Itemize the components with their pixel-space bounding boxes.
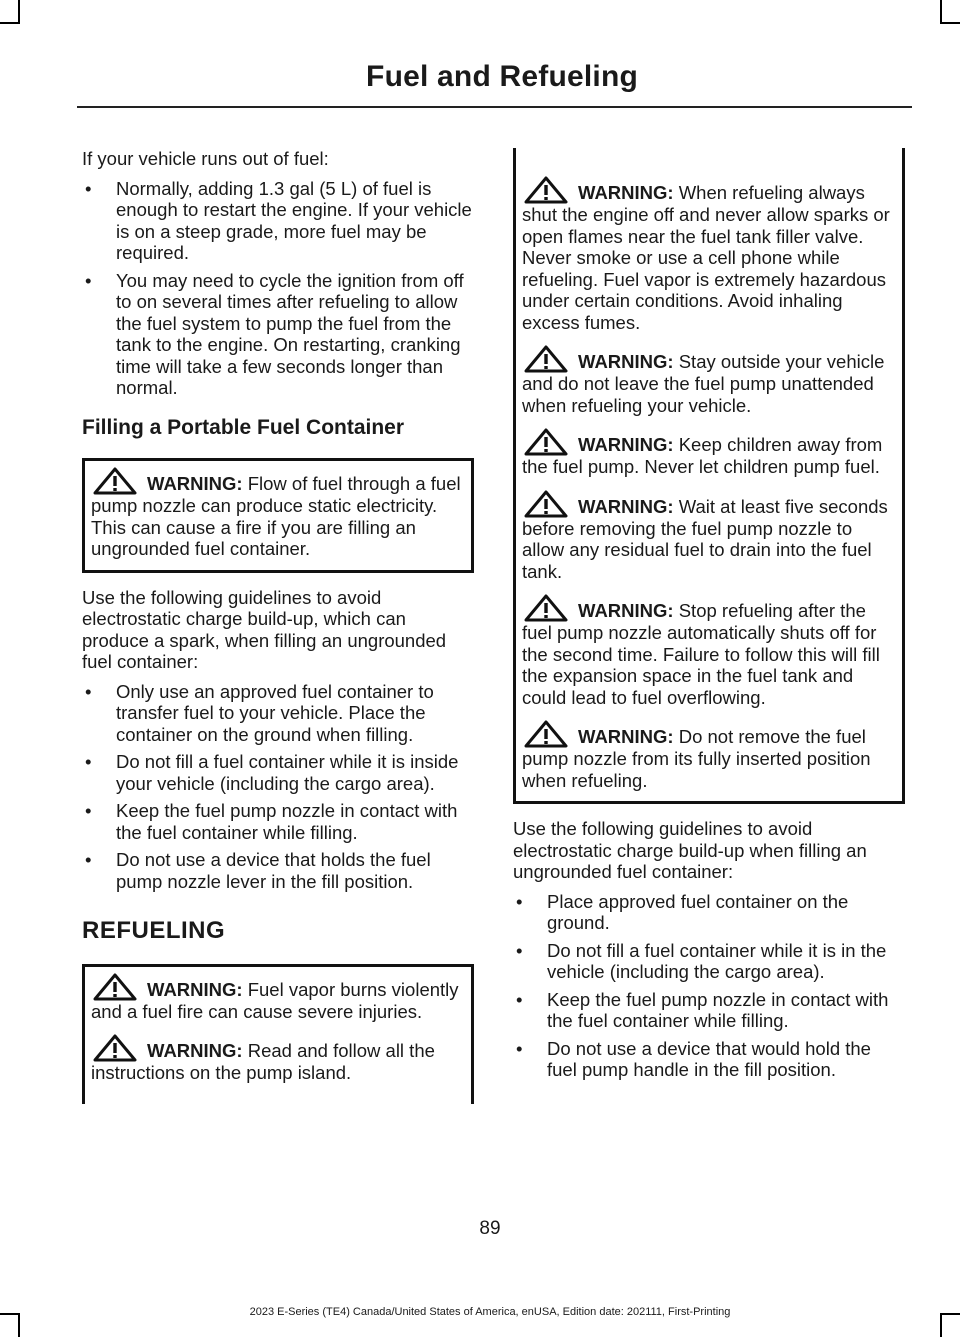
warning-text: Wait at least five seconds before removing the fuel pump nozzle to allow any residual fuel to drain into the fuel tank. <box>522 495 888 582</box>
warning-label: WARNING: <box>147 1040 243 1061</box>
warning <box>522 594 894 708</box>
list-item: • Place approved fuel container on the ground. <box>513 891 905 934</box>
warning-label: WARNING: <box>578 182 674 203</box>
warning-box <box>82 964 474 1104</box>
list-item: • Do not use a device that holds the fuel pump nozzle lever in the fill position. <box>82 849 474 892</box>
warning-triangle-icon <box>524 345 568 373</box>
warning-text: Flow of fuel through a fuel pump nozzle can produce static electricity. This can cause a fire if you are filling an ungrounded fuel container. <box>91 473 461 559</box>
crop-mark <box>940 22 960 24</box>
list-item: • You may need to cycle the ignition from off to on several times after refueling to allow the fuel system to pump the fuel from the tank to the engine. On restarting, cranking time will take a few seconds longer than normal. <box>82 270 474 399</box>
warning-text: Keep children away from the fuel pump. Never let children pump fuel. <box>522 434 883 477</box>
list-item: • Keep the fuel pump nozzle in contact with the fuel container while filling. <box>513 989 905 1032</box>
warning <box>522 720 894 791</box>
warning-label: WARNING: <box>578 600 674 621</box>
warning <box>91 973 463 1023</box>
bullet-list <box>82 178 474 399</box>
warning-triangle-icon <box>93 1034 137 1062</box>
warning <box>522 490 894 583</box>
guidelines-paragraph: Use the following guidelines to avoid electrostatic charge build-up when filling an ungrounded fuel container: <box>513 818 867 882</box>
warning-triangle-icon <box>93 973 137 1001</box>
warning-triangle-icon <box>524 176 568 204</box>
warning <box>522 428 894 478</box>
bullet-list <box>82 681 474 893</box>
warning-text: Fuel vapor burns violently and a fuel fire can cause severe injuries. <box>91 978 459 1022</box>
crop-mark <box>18 0 20 24</box>
footer-edition-info: 2023 E-Series (TE4) Canada/United States of America, enUSA, Edition date: 202111, First-Printing <box>249 1306 731 1318</box>
warning-triangle-icon <box>93 467 137 495</box>
warning <box>522 176 894 333</box>
warning <box>91 467 463 560</box>
list-item: • Do not use a device that would hold the fuel pump handle in the fill position. <box>513 1038 905 1081</box>
warning-text: When refueling always shut the engine off and never allow sparks or open flames near the fuel tank filler valve. Never smoke or use a cell phone while refueling. Fuel vapor is extremely hazardous under certain conditions. Avoid inhaling excess fumes. <box>522 182 890 333</box>
warning-triangle-icon <box>524 490 568 518</box>
header-divider <box>77 106 912 108</box>
warning-triangle-icon <box>524 720 568 748</box>
bullet-list <box>513 891 905 1081</box>
list-item: • Keep the fuel pump nozzle in contact with the fuel container while filling. <box>82 800 474 843</box>
page-number: 89 <box>479 1218 501 1239</box>
warning-text: Stop refueling after the fuel pump nozzle automatically shuts off for the second time. Failure to follow this will fill the expansion space in the fuel tank and could lead to fuel overflowing. <box>522 600 880 708</box>
warning-label: WARNING: <box>578 434 674 455</box>
crop-mark <box>940 0 942 24</box>
warning-triangle-icon <box>524 428 568 456</box>
warning-label: WARNING: <box>578 351 674 372</box>
warning-label: WARNING: <box>578 726 674 747</box>
crop-mark <box>0 22 20 24</box>
guidelines-paragraph: Use the following guidelines to avoid electrostatic charge build-up, which can produce a spark, when filling an ungrounded fuel container: <box>82 586 447 672</box>
warning-text: Stay outside your vehicle and do not leave the fuel pump unattended when refueling your vehicle. <box>522 351 885 416</box>
right-column <box>513 148 905 1087</box>
section-heading: Filling a Portable Fuel Container <box>82 415 405 439</box>
warning-box <box>513 148 905 804</box>
main-heading: REFUELING <box>82 917 226 944</box>
warning-text: Do not remove the fuel pump nozzle from its fully inserted position when refueling. <box>522 726 871 791</box>
warning <box>91 1034 463 1084</box>
list-item: • Normally, adding 1.3 gal (5 L) of fuel is enough to restart the engine. If your vehicle is on a steep grade, more fuel may be required. <box>82 178 474 264</box>
warning-label: WARNING: <box>578 495 674 517</box>
page-title: Fuel and Refueling <box>366 60 638 93</box>
warning <box>522 345 894 416</box>
warning-triangle-icon <box>524 594 568 622</box>
warning-label: WARNING: <box>147 473 243 494</box>
warning-box <box>82 458 474 573</box>
warning-text: Read and follow all the instructions on the pump island. <box>91 1040 435 1083</box>
list-item: • Do not fill a fuel container while it is in the vehicle (including the cargo area). <box>513 940 905 983</box>
list-item: • Do not fill a fuel container while it is inside your vehicle (including the cargo area). <box>82 751 474 794</box>
intro-paragraph: If your vehicle runs out of fuel: <box>82 148 329 169</box>
list-item: • Only use an approved fuel container to transfer fuel to your vehicle. Place the container on the ground when filling. <box>82 681 474 746</box>
left-column <box>82 148 474 1118</box>
warning-label: WARNING: <box>147 978 243 1000</box>
